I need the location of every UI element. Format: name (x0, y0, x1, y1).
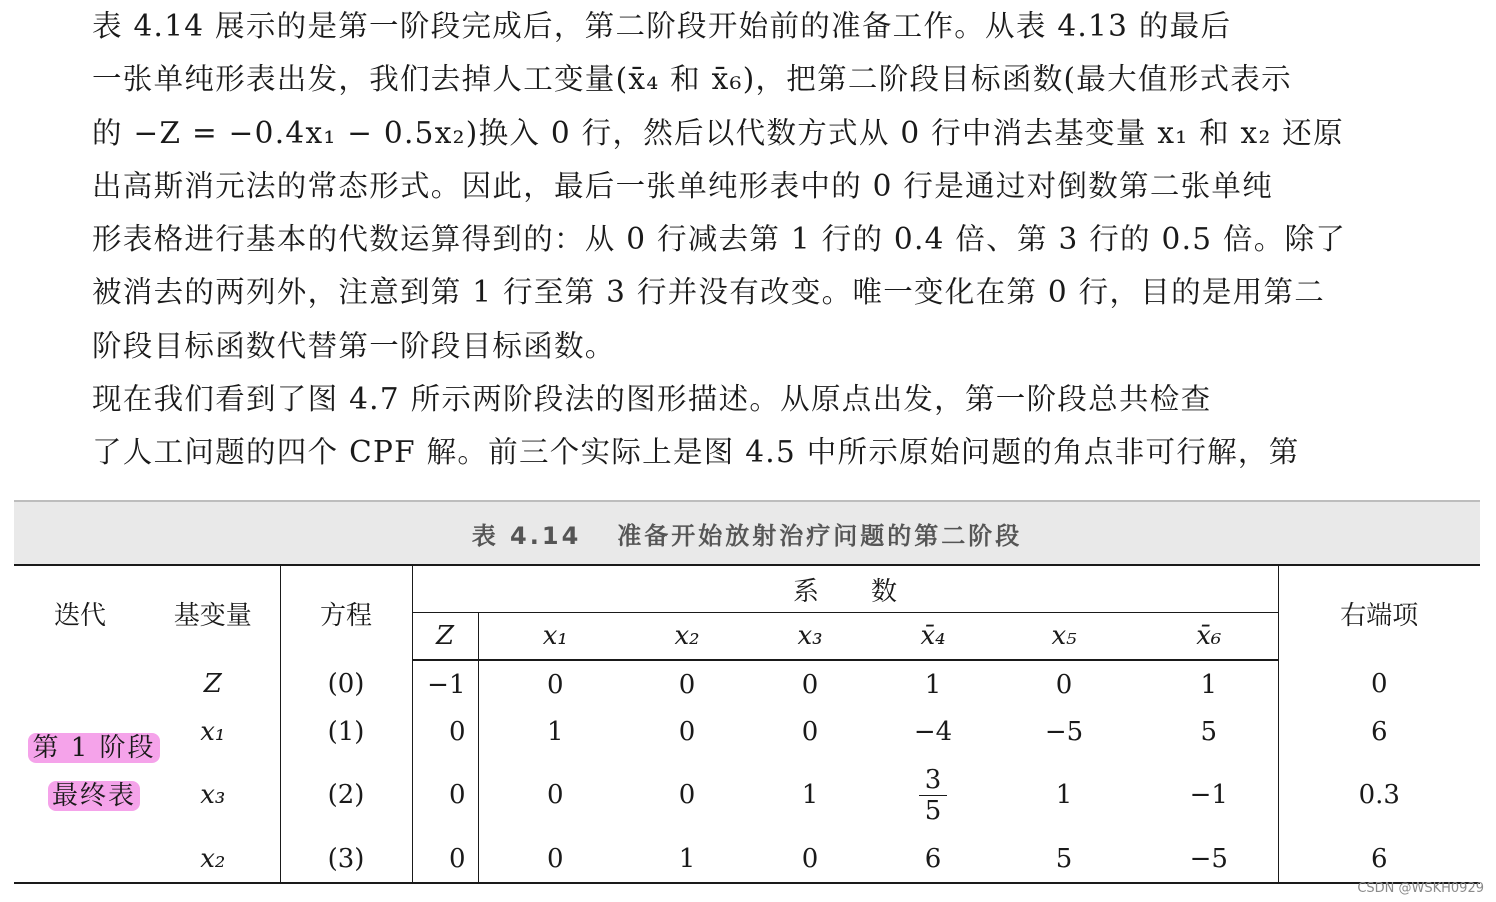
basic-var-cell: x₁ (146, 708, 280, 755)
rhs-cell: 6 (1278, 835, 1480, 883)
text-line: 表 4.14 展示的是第一阶段完成后，第二阶段开始前的准备工作。从表 4.13 的最后 (92, 9, 1232, 43)
stage-label (14, 724, 174, 820)
x5-cell: −5 (1044, 716, 1084, 747)
x3-cell: 1 (801, 780, 819, 810)
table-caption (14, 516, 1480, 551)
table-row (14, 755, 1480, 835)
basic-var-cell: x₃ (146, 755, 280, 835)
x5-cell: 5 (988, 835, 1140, 883)
iteration-cell (14, 660, 146, 708)
x2-cell: 0 (678, 716, 696, 747)
header-col-x2: x₂ (632, 613, 742, 661)
table-row (14, 708, 1480, 755)
header-col-x5: x₅ (988, 613, 1140, 661)
z-cell: 0 (412, 708, 478, 755)
x2-cell: 1 (632, 835, 742, 883)
text-line: 出高斯消元法的常态形式。因此，最后一张单纯形表中的 0 行是通过对倒数第二张单纯 (92, 168, 1274, 203)
table-number: 表 4.14 (471, 522, 582, 550)
equation-cell: (2) (280, 755, 412, 835)
x5-cell: 0 (1055, 669, 1073, 700)
x1-cell: 0 (546, 669, 564, 700)
rhs-cell: 6 (1370, 716, 1388, 747)
text-line: 形表格进行基本的代数运算得到的：从 0 行减去第 1 行的 0.4 倍、第 3 行的 0.5 倍。除了 (92, 222, 1347, 257)
text-line: 现在我们看到了图 4.7 所示两阶段法的图形描述。从原点出发，第一阶段总共检查 (92, 382, 1212, 417)
stage-label-line2: 最终表 (48, 781, 140, 811)
text-line: 的 −Z = −0.4x₁ − 0.5x₂)换入 0 行，然后以代数方式从 0 行中消去基变量 x₁ 和 x₂ 还原 (92, 115, 1344, 150)
text-line: 阶段目标函数代替第一阶段目标函数。 (92, 328, 616, 363)
x6-cell: −5 (1140, 835, 1278, 883)
header-basic-variable: 基变量 (146, 565, 280, 660)
x3-cell: 0 (801, 669, 819, 700)
header-col-x4-bar: x̄₄ (878, 613, 988, 661)
table-caption-band (14, 500, 1480, 564)
text-line: 了人工问题的四个 CPF 解。前三个实际上是图 4.5 中所示原始问题的角点非可行解，第 (92, 435, 1300, 470)
x6-cell: 1 (1140, 660, 1278, 708)
fraction (919, 765, 948, 826)
x1-cell: 1 (546, 716, 564, 747)
paragraph (14, 373, 1480, 480)
equation-cell: (0) (280, 660, 412, 708)
x4-cell: 6 (878, 835, 988, 883)
x2-cell: 0 (678, 780, 696, 810)
paragraph (14, 0, 1480, 373)
watermark-text: CSDN @WSKH0929 (1357, 881, 1484, 896)
x4-cell: 1 (924, 669, 942, 700)
header-equation: 方程 (280, 565, 412, 660)
header-coefficients: 系 数 (412, 565, 1278, 613)
iteration-cell (14, 835, 146, 883)
x2-cell: 0 (678, 669, 696, 700)
equation-cell: (1) (280, 708, 412, 755)
simplex-table (14, 564, 1480, 884)
header-col-x6-bar: x̄₆ (1140, 613, 1278, 661)
rhs-cell: 0.3 (1358, 780, 1400, 810)
header-col-z: Z (412, 613, 478, 661)
x5-cell: 1 (1055, 780, 1073, 810)
fraction-numerator: 3 (919, 765, 948, 796)
simplex-table-section (14, 500, 1480, 890)
stage-label-line1: 第 1 阶段 (28, 733, 159, 763)
rhs-cell: 0 (1370, 669, 1388, 699)
body-text (14, 0, 1480, 480)
table-row (14, 660, 1480, 708)
z-cell: 0 (412, 835, 478, 883)
header-iteration: 迭代 (14, 565, 146, 660)
x4-cell (878, 755, 988, 835)
x1-cell: 0 (546, 780, 564, 810)
text-line: 一张单纯形表出发，我们去掉人工变量(x̄₄ 和 x̄₆)，把第二阶段目标函数(最大值形式表示 (92, 62, 1292, 97)
header-col-x3: x₃ (742, 613, 878, 661)
equation-cell: (3) (280, 835, 412, 883)
basic-var-cell: x₂ (146, 835, 280, 883)
basic-var-cell: Z (146, 660, 280, 708)
x6-cell: 5 (1140, 708, 1278, 755)
x3-cell: 0 (801, 716, 819, 747)
header-col-x1: x₁ (478, 613, 632, 661)
table-row (14, 835, 1480, 883)
table-title: 准备开始放射治疗问题的第二阶段 (617, 522, 1023, 550)
header-rhs: 右端项 (1278, 565, 1480, 660)
x4-cell: −4 (913, 716, 953, 747)
x1-cell: 0 (478, 835, 632, 883)
x3-cell: 0 (742, 835, 878, 883)
fraction-denominator: 5 (924, 795, 942, 826)
z-cell: −1 (412, 660, 478, 708)
text-line: 被消去的两列外，注意到第 1 行至第 3 行并没有改变。唯一变化在第 0 行，目的是用第二 (92, 275, 1326, 310)
z-cell: 0 (412, 755, 478, 835)
x6-cell: −1 (1140, 755, 1278, 835)
